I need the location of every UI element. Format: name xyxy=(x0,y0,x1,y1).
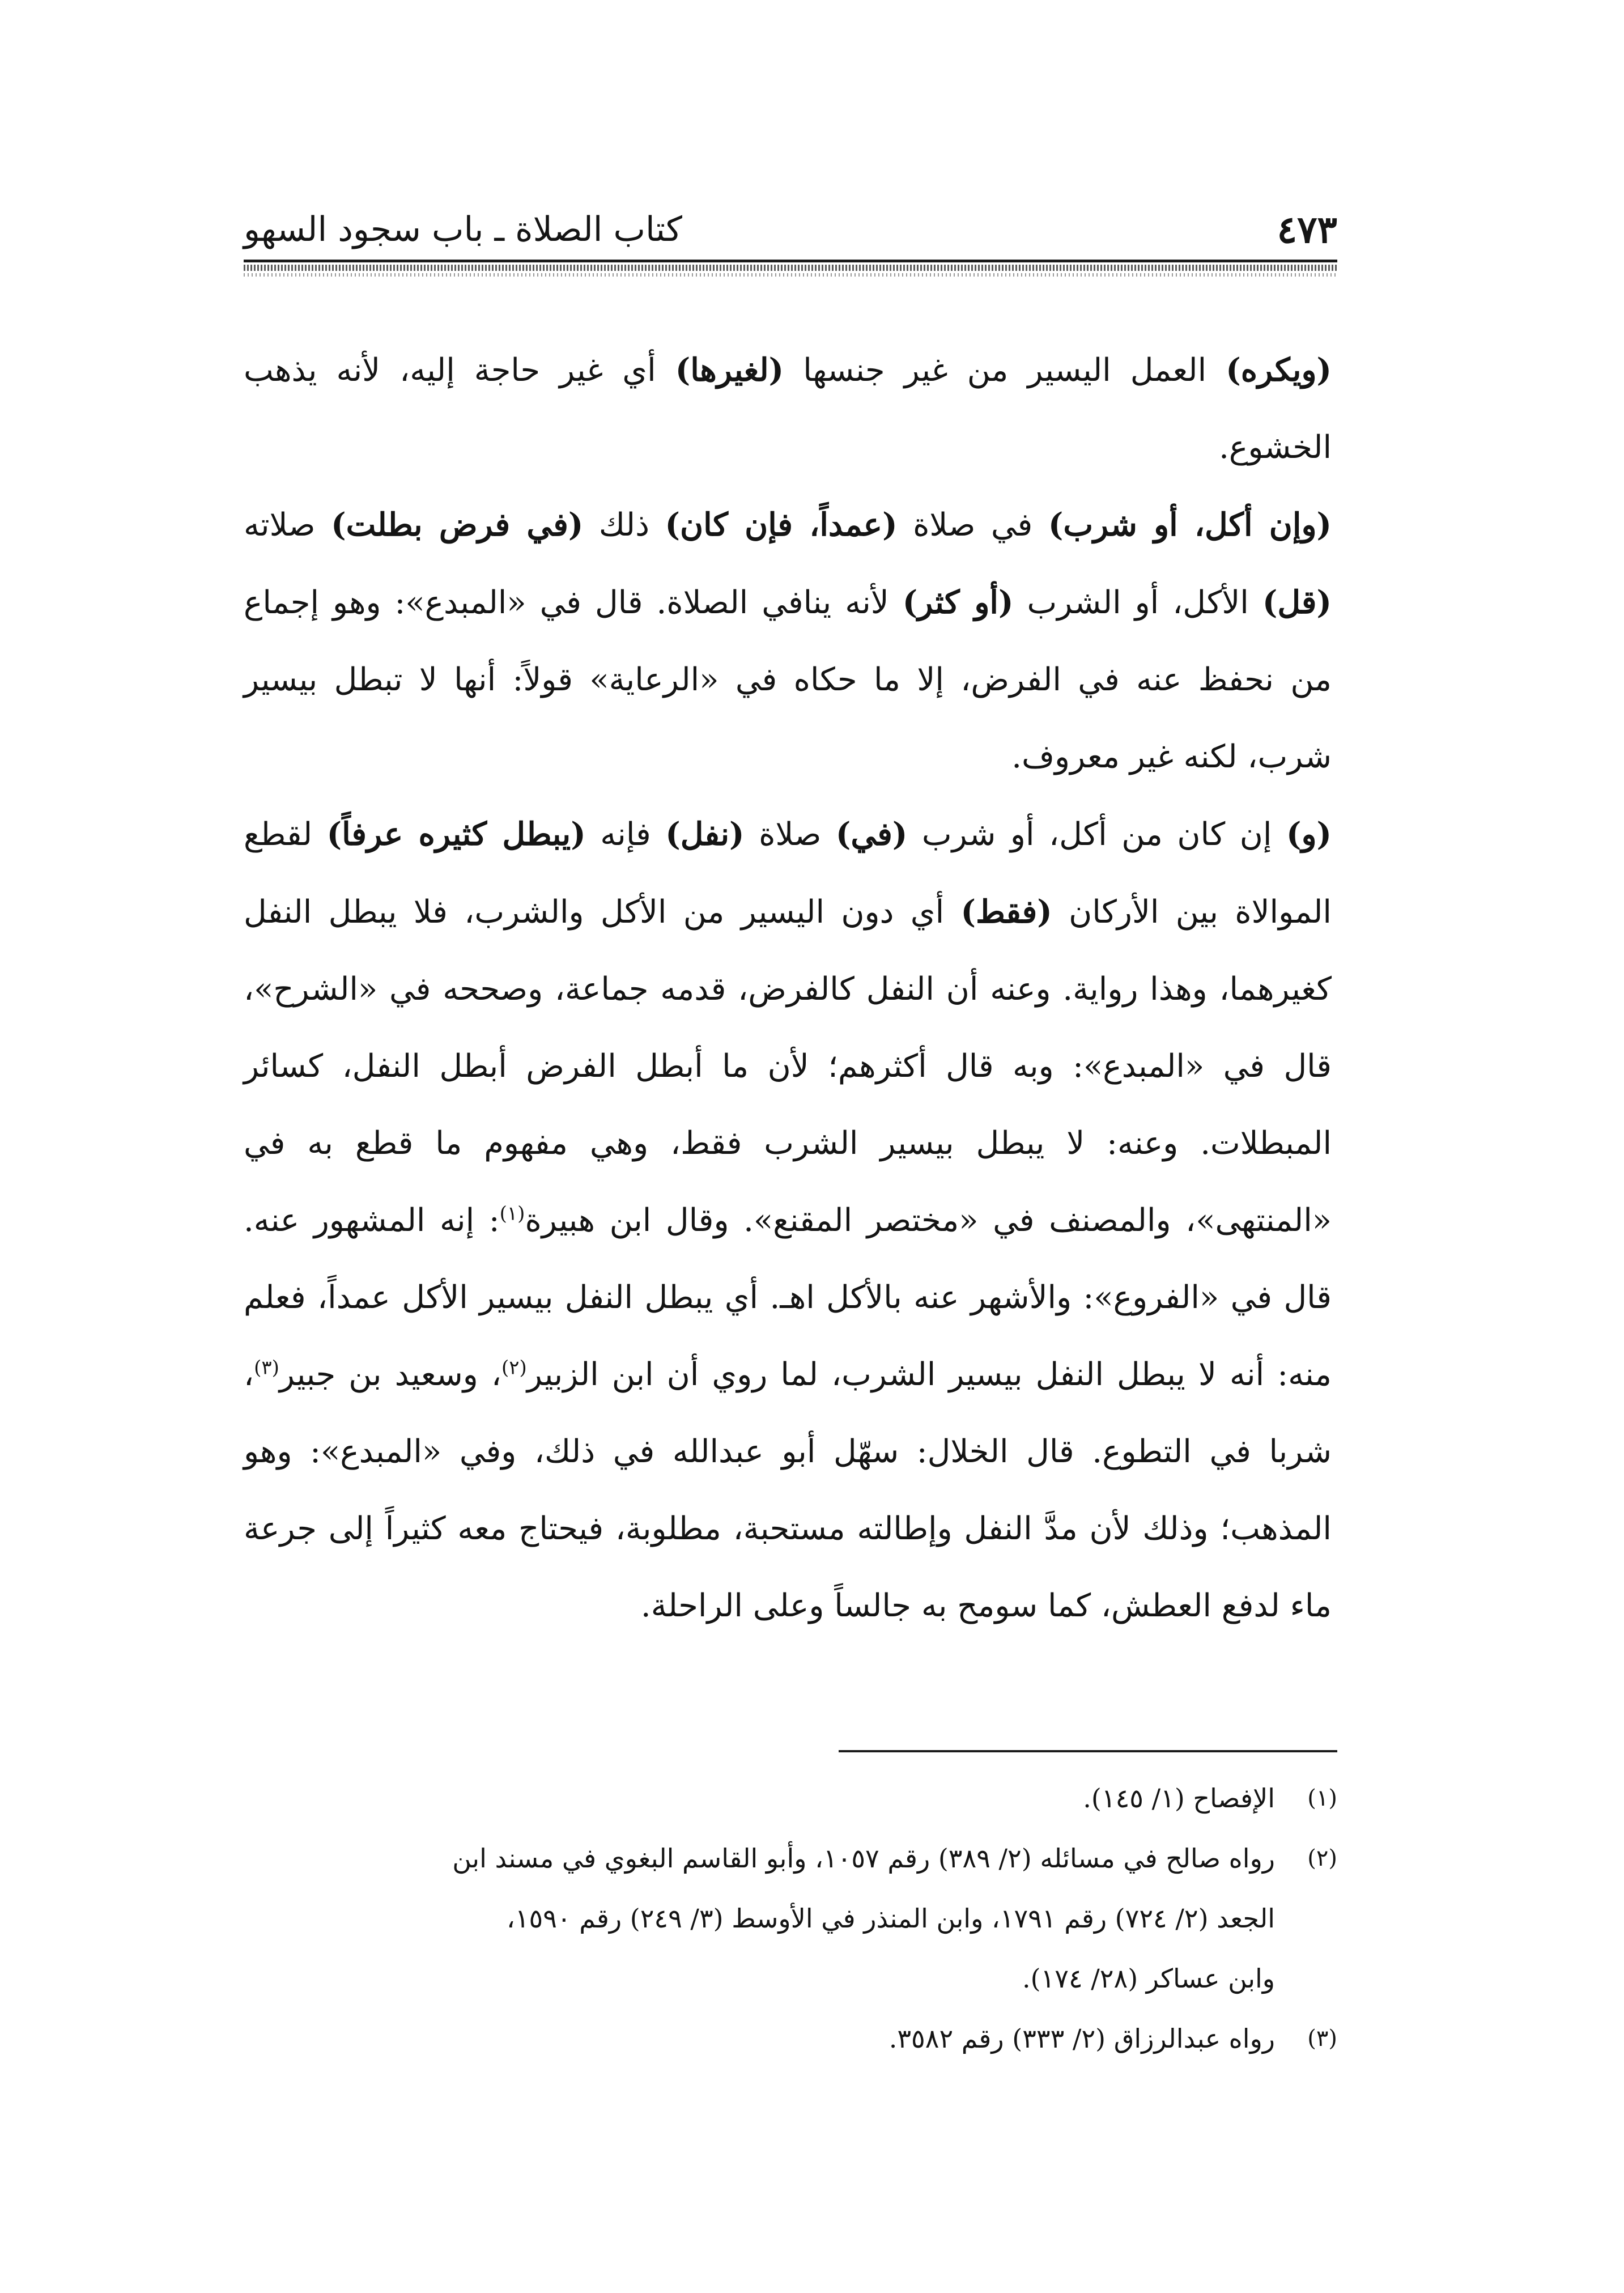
footnote-2 xyxy=(244,1828,1337,2009)
bold-text: (فقط) xyxy=(960,893,1052,931)
footnote-line: وابن عساكر (٢٨/ ١٧٤). xyxy=(1022,1963,1275,1994)
footnote-1 xyxy=(244,1768,1337,1828)
paragraph-1 xyxy=(244,332,1332,486)
text-span: في صلاة xyxy=(897,507,1048,543)
text-span: أي غير حاجة إليه، لأنه يذهب الخشوع. xyxy=(244,352,1332,466)
text-span: : إنه المشهور عنه. قال في «الفروع»: والأشهر عنه بالأكل اهـ. أي يبطل النفل بيسير الأكل عمداً، فعلم منه: أنه لا يبطل النفل بيسير الشرب، لما روي أن ابن الزبير xyxy=(244,1202,1332,1393)
text-span: العمل اليسير من غير جنسها xyxy=(784,352,1226,389)
text-span: ، وسعيد بن جبير xyxy=(279,1356,502,1393)
bold-text: (في فرض بطلت) xyxy=(331,506,584,543)
text-span: لأنه ينافي الصلاة. قال في «المبدع»: وهو إجماع من نحفظ عنه في الفرض، إلا ما حكاه في «الرعاية» قولاً: أنها لا تبطل بيسير شرب، لكنه غير معروف. xyxy=(244,584,1332,775)
footnote-ref-1[interactable]: (١) xyxy=(499,1202,525,1225)
text-span: الأكل، أو الشرب xyxy=(1013,584,1262,621)
bold-text: (قل) xyxy=(1262,584,1332,621)
running-header xyxy=(244,198,1337,261)
text-span: ذلك xyxy=(583,507,665,543)
bold-text: (وإن أكل، أو شرب) xyxy=(1048,506,1332,543)
footnote-ref-3[interactable]: (٣) xyxy=(254,1356,279,1379)
header-rule-dots xyxy=(244,273,1337,277)
text-span: أي دون اليسير من الأكل والشرب، فلا يبطل النفل كغيرهما، وهذا رواية. وعنه أن النفل كالفرض، قدمه جماعة، وصححه في «الشرح»، قال في «المبدع»: وبه قال أكثرهم؛ لأن ما أبطل الفرض أبطل النفل، كسائر المبطلات. وعنه: لا يبطل بيسير الشرب فقط، وهي مفهوم ما قطع به في «المنتهى»، والمصنف في «مختصر المقنع». وقال ابن هبيرة xyxy=(244,894,1332,1239)
bold-text: (و) xyxy=(1286,816,1332,853)
bold-text: (في) xyxy=(835,816,908,853)
page-number: ٤٧٣ xyxy=(1277,207,1337,252)
footnote-rule xyxy=(839,1750,1337,1752)
footnote-line: الجعد (٢/ ٧٢٤) رقم ١٧٩١، وابن المنذر في الأوسط (٣/ ٢٤٩) رقم ١٥٩٠، xyxy=(506,1903,1275,1934)
footnote-number: (١) xyxy=(1307,1785,1337,1811)
paragraph-3 xyxy=(244,796,1332,1645)
bold-text: (نفل) xyxy=(665,816,745,853)
footnote-line: رواه عبدالرزاق (٢/ ٣٣٣) رقم ٣٥٨٢. xyxy=(888,2023,1275,2054)
footnotes xyxy=(244,1768,1337,2069)
bold-text: (أو كثر) xyxy=(902,584,1014,621)
footnote-number: (٢) xyxy=(1307,1845,1337,1871)
footnote-line: رواه صالح في مسائله (٢/ ٣٨٩) رقم ١٠٥٧، وأبو القاسم البغوي في مسند ابن xyxy=(452,1843,1275,1874)
main-text xyxy=(244,332,1332,1645)
text-span: صلاة xyxy=(744,816,836,853)
text-span: صلاته xyxy=(244,507,331,543)
footnote-line: الإفصاح (١/ ١٤٥). xyxy=(1083,1783,1275,1814)
bold-text: (يبطل كثيره عرفاً) xyxy=(326,816,586,853)
footnote-ref-2[interactable]: (٢) xyxy=(501,1356,527,1379)
footnote-3 xyxy=(244,2009,1337,2069)
paragraph-2 xyxy=(244,486,1332,796)
bold-text: (لغيرها) xyxy=(675,351,784,389)
bold-text: (عمداً، فإن كان) xyxy=(665,506,898,543)
text-span: ، شربا في التطوع. قال الخلال: سهّل أبو عبدالله في ذلك، وفي «المبدع»: وهو المذهب؛ وذلك لأن مدَّ النفل وإطالته مستحبة، مطلوبة، فيحتاج معه كثيراً إلى جرعة ماء لدفع العطش، كما سومح به جالساً وعلى الراحلة. xyxy=(244,1356,1332,1624)
text-span: إن كان من أكل، أو شرب xyxy=(907,816,1286,853)
text-span: فإنه xyxy=(585,816,666,853)
running-title: كتاب الصلاة ـ باب سجود السهو xyxy=(244,210,682,249)
bold-text: (ويكره) xyxy=(1226,351,1332,389)
footnote-number: (٣) xyxy=(1307,2026,1337,2052)
header-rule xyxy=(244,260,1337,271)
text-span: لقطع الموالاة بين الأركان xyxy=(244,816,1332,931)
